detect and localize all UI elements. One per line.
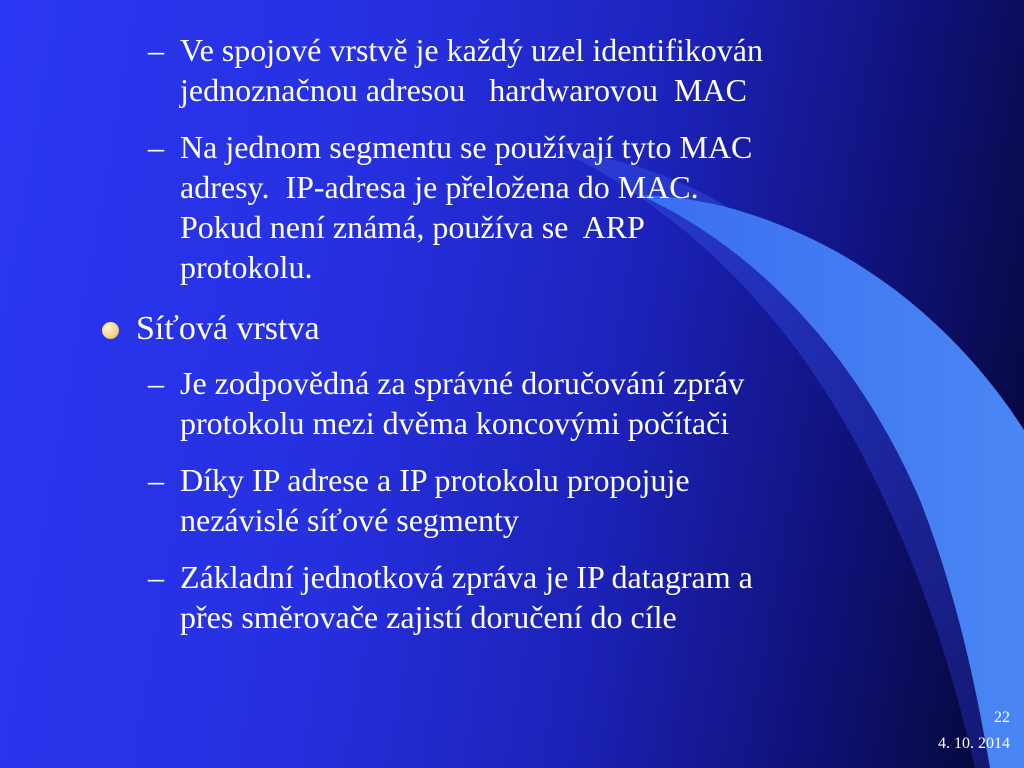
slide-date: 4. 10. 2014: [938, 735, 1010, 752]
dash-marker: –: [148, 559, 164, 595]
sub-bullet-line: Díky IP adrese a IP protokolu propojuje: [180, 462, 690, 498]
sub-bullet-line: Je zodpovědná za správné doručování zpráv: [180, 365, 745, 401]
sub-bullet-line: Základní jednotková zpráva je IP datagram a: [180, 559, 753, 595]
sub-bullet: [148, 460, 940, 540]
sub-bullet-line: Ve spojové vrstvě je každý uzel identifikován: [180, 32, 763, 68]
sub-bullet-line: protokolu mezi dvěma koncovými počítači: [180, 405, 730, 441]
sub-bullet: [148, 557, 940, 637]
bullet-dot-icon: [102, 322, 119, 339]
sub-bullet: [148, 30, 940, 110]
sub-bullet-line: protokolu.: [180, 249, 313, 285]
dash-marker: –: [148, 129, 164, 165]
sub-bullet-line: Na jednom segmentu se používají tyto MAC: [180, 129, 753, 165]
sub-bullet-line: nezávislé síťové segmenty: [180, 502, 519, 538]
bullet-heading: Síťová vrstva: [136, 310, 320, 347]
sub-bullet-line: jednoznačnou adresou hardwarovou MAC: [180, 72, 747, 108]
sub-bullet: [148, 127, 940, 287]
sub-bullet-line: Pokud není známá, používa se ARP: [180, 209, 645, 245]
dash-marker: –: [148, 462, 164, 498]
sub-bullet-line: adresy. IP-adresa je přeložena do MAC.: [180, 169, 699, 205]
sub-bullet: [148, 363, 940, 443]
page-number: 22: [994, 709, 1010, 726]
sub-bullet-line: přes směrovače zajistí doručení do cíle: [180, 599, 677, 635]
dash-marker: –: [148, 365, 164, 401]
dash-marker: –: [148, 32, 164, 68]
